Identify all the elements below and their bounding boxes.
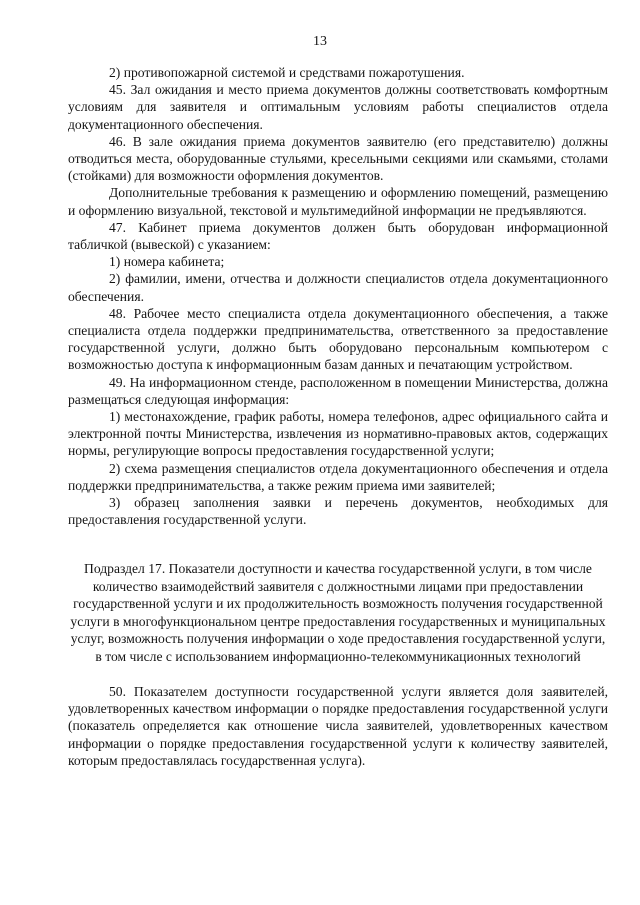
page-number: 13	[313, 34, 327, 49]
paragraph-50: 50. Показателем доступности государственной услуги является доля заявителей, удовлетворенных качеством информации о порядке предоставления государственной услуги (показатель определяется как отношение числа заявителей, удовлетворенных качеством информации о порядке предоставления государственной услуги к количеству заявителей, которым предоставлялась государственная услуга).	[68, 683, 608, 768]
paragraph-49-item-1: 1) местонахождение, график работы, номера телефонов, адрес официального сайта и электронной почты Министерства, извлечения из нормативно-правовых актов, содержащих нормы, регулирующие вопросы предоставления государственной услуги;	[68, 409, 608, 459]
paragraph-47-item-2: 2) фамилии, имени, отчества и должности специалистов отдела документационного обеспечения.	[68, 271, 608, 304]
paragraph-48: 48. Рабочее место специалиста отдела документационного обеспечения, а также специалиста отдела поддержки предпринимательства, ответственного за предоставление государственной услуги, должно быть оборудовано персональным компьютером с возможностью доступа к информационным базам данных и печатающим устройством.	[68, 305, 608, 373]
paragraph-additional-requirements: Дополнительные требования к размещению и оформлению помещений, размещению и оформлению визуальной, текстовой и мультимедийной информации не предъявляются.	[68, 185, 608, 218]
paragraph-45: 45. Зал ожидания и место приема документов должны соответствовать комфортным условиям для заявителя и оптимальным условиям работы специалистов отдела документационного обеспечения.	[68, 82, 608, 132]
paragraph-47: 47. Кабинет приема документов должен быть оборудован информационной табличкой (вывеской) с указанием:	[68, 219, 608, 253]
paragraph-49-item-3: 3) образец заполнения заявки и перечень документов, необходимых для предоставления государственной услуги.	[68, 495, 608, 528]
paragraph-46: 46. В зале ожидания приема документов заявителю (его представителю) должны отводиться места, оборудованные стульями, кресельными секциями или скамьями, столами (стойками) для возможности оформления документов.	[68, 133, 608, 184]
paragraph-47-item-1: 1) номера кабинета;	[109, 254, 225, 270]
paragraph-49-item-2: 2) схема размещения специалистов отдела документационного обеспечения и отдела поддержки предпринимательства, а также режим приема ими заявителей;	[68, 460, 608, 493]
subsection-17-heading: Подраздел 17. Показатели доступности и качества государственной услуги, в том числе количество взаимодействий заявителя с должностными лицами при предоставлении государственной услуги и их продолжительность возможность получения государственной услуги в многофункциональном центре предоставления государственных и муниципальных услуг, возможность получения информации о ходе предоставления государственной услуги, в том числе с использованием информационно-телекоммуникационных технологий	[70, 561, 606, 664]
document-body	[68, 64, 608, 769]
paragraph-44-item-2: 2) противопожарной системой и средствами пожаротушения.	[109, 65, 465, 80]
paragraph-49: 49. На информационном стенде, расположенном в помещении Министерства, должна размещаться следующая информация:	[68, 374, 608, 407]
